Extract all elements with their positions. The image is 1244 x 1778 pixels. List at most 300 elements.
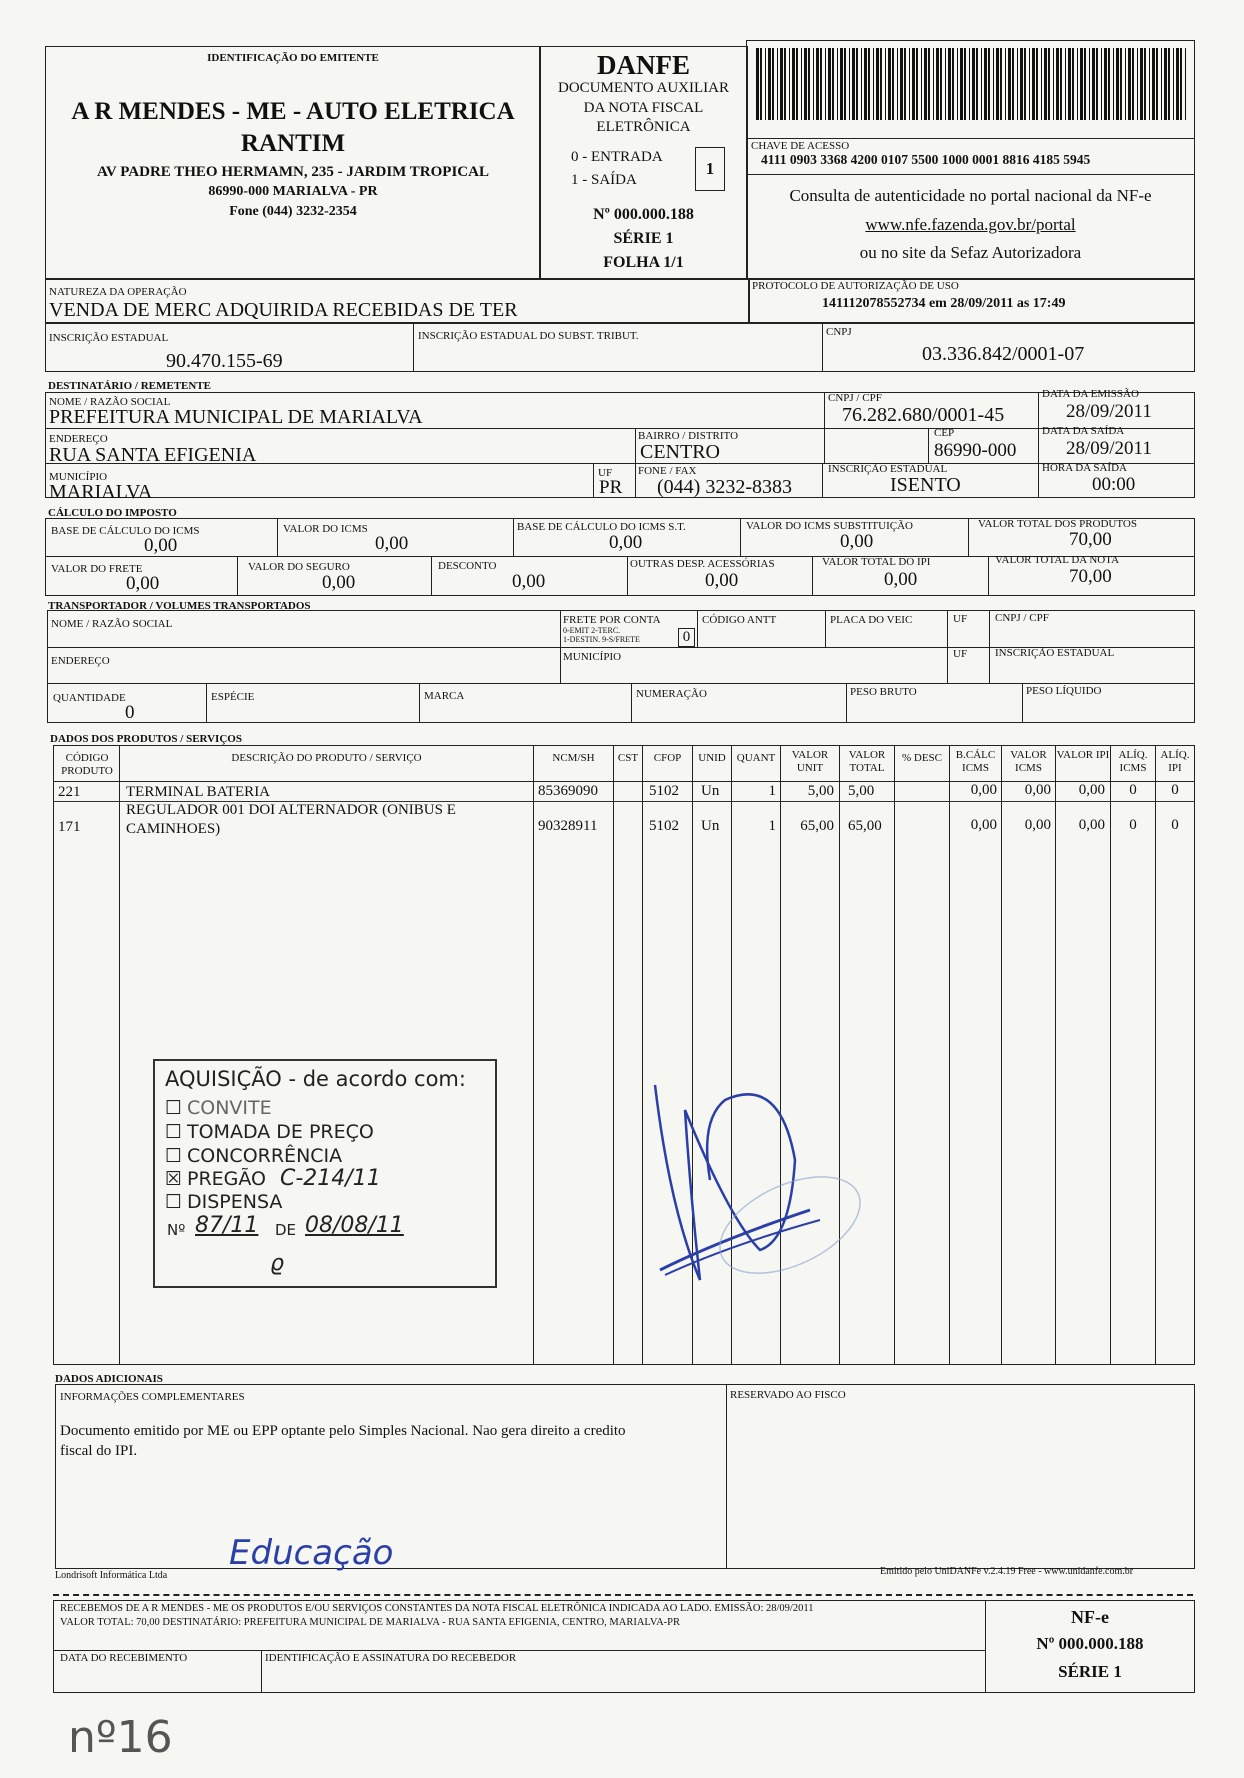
- barcode-bar: [1104, 48, 1107, 120]
- transp-cnpj-label: CNPJ / CPF: [995, 612, 1049, 624]
- barcode-bar: [1173, 48, 1174, 120]
- barcode-bar: [1068, 48, 1071, 120]
- barcode-bar: [820, 48, 822, 120]
- barcode-bar: [837, 48, 838, 120]
- barcode-bar: [892, 48, 894, 120]
- dest-saida-label: DATA DA SAÍDA: [1042, 425, 1125, 437]
- barcode-bar: [868, 48, 870, 120]
- signature-image: [640, 1070, 870, 1290]
- barcode-bar: [1132, 48, 1134, 120]
- stamp-checkbox-pregao: ☒: [165, 1168, 183, 1190]
- barcode-bar: [909, 48, 910, 120]
- barcode-bar: [1053, 48, 1054, 120]
- pcol-div11: [1001, 746, 1002, 1364]
- ph-valor-icms: VALOR ICMS: [1010, 749, 1047, 774]
- barcode-bar: [849, 48, 850, 120]
- barcode-bar: [756, 48, 759, 120]
- dest-ie-label: INSCRIÇÃO ESTADUAL: [828, 463, 948, 475]
- adicionais-fisco-label: RESERVADO AO FISCO: [730, 1389, 846, 1401]
- barcode-bar: [885, 48, 886, 120]
- barcode-bar: [1185, 48, 1186, 120]
- transp-peso-bruto-label: PESO BRUTO: [850, 686, 917, 698]
- adicionais-handwritten: Educação: [229, 1533, 394, 1573]
- dest-div-cnpj: [824, 392, 825, 463]
- cell-descricao: TERMINAL BATERIA: [126, 784, 271, 800]
- barcode-image: [756, 48, 1188, 120]
- cell-aliq-icms: 0: [1129, 817, 1137, 833]
- ph-cfop: CFOP: [653, 752, 682, 764]
- barcode-bar: [876, 48, 879, 120]
- barcode-bar: [1140, 48, 1143, 120]
- dest-cnpj-label: CNPJ / CPF: [828, 392, 882, 404]
- transp-marca-label: MARCA: [424, 690, 465, 702]
- stamp-data: 08/08/11: [305, 1213, 404, 1238]
- dest-hora: 00:00: [1092, 474, 1136, 495]
- imp-total-nota: 70,00: [1069, 566, 1112, 587]
- adicionais-divider: [726, 1384, 727, 1569]
- barcode-bar: [1152, 48, 1155, 120]
- barcode-bar: [1137, 48, 1138, 120]
- barcode-bar: [804, 48, 807, 120]
- barcode-bar: [760, 48, 762, 120]
- transp-div-cnpj: [989, 610, 990, 683]
- barcode-bar: [780, 48, 783, 120]
- barcode-bar: [1032, 48, 1035, 120]
- barcode-bar: [1161, 48, 1162, 120]
- barcode-bar: [933, 48, 934, 120]
- adicionais-software: Londrisoft Informática Ltda: [55, 1570, 168, 1581]
- imp-div6: [431, 556, 432, 596]
- barcode-bar: [1008, 48, 1011, 120]
- barcode-bar: [897, 48, 898, 120]
- transp-div-placa: [825, 610, 826, 647]
- cell-cfop: 5102: [649, 818, 679, 834]
- barcode-bar: [796, 48, 798, 120]
- barcode-bar: [988, 48, 990, 120]
- stamp-opt-dispensa: DISPENSA: [187, 1191, 283, 1213]
- stamp-checkbox-concorrencia: ☐: [165, 1145, 183, 1167]
- pcol-div1: [119, 746, 120, 1364]
- canhoto-text2: VALOR TOTAL: 70,00 DESTINATÁRIO: PREFEITURA MUNICIPAL DE MARIALVA - RUA SANTA EFIGENIA, CENTRO, MARIALVA-PR: [60, 1617, 681, 1628]
- cell-valor-unit: 65,00: [800, 818, 834, 834]
- barcode-bar: [936, 48, 939, 120]
- cell-valor-total: 5,00: [848, 783, 875, 799]
- transp-div-uf: [947, 610, 948, 683]
- transp-placa-label: PLACA DO VEIC: [830, 614, 913, 626]
- barcode-bar: [832, 48, 834, 120]
- imp-div4: [968, 518, 969, 556]
- canhoto-serie: SÉRIE 1: [1058, 1662, 1122, 1681]
- transp-div-marca: [419, 683, 420, 723]
- barcode-bar: [828, 48, 831, 120]
- imp-div5: [237, 556, 238, 596]
- barcode-bar: [1120, 48, 1122, 120]
- danfe-subtitle3: ELETRÔNICA: [596, 119, 691, 135]
- adicionais-box: [55, 1384, 1195, 1569]
- chave-label: CHAVE DE ACESSO: [751, 140, 850, 152]
- cell-descricao: REGULADOR 001 DOI ALTERNADOR (ONIBUS E CAMINHOES): [126, 802, 456, 837]
- danfe-serie: SÉRIE 1: [613, 230, 674, 247]
- cell-codigo: 221: [58, 784, 81, 800]
- cell-quant: 1: [768, 783, 776, 799]
- transp-div-frete: [560, 610, 561, 683]
- barcode-bar: [792, 48, 795, 120]
- produtos-section-label: DADOS DOS PRODUTOS / SERVIÇOS: [50, 733, 242, 745]
- barcode-bar: [996, 48, 999, 120]
- emitente-city: 86990-000 MARIALVA - PR: [208, 184, 378, 199]
- barcode-bar: [1168, 48, 1170, 120]
- transp-municipio-label: MUNICÍPIO: [563, 651, 622, 663]
- inscricao-label: INSCRIÇÃO ESTADUAL: [49, 332, 169, 344]
- barcode-bar: [964, 48, 966, 120]
- dest-nome-label: NOME / RAZÃO SOCIAL: [49, 396, 171, 408]
- imp-frete-label: VALOR DO FRETE: [51, 563, 143, 575]
- ph-descricao: DESCRIÇÃO DO PRODUTO / SERVIÇO: [231, 752, 422, 764]
- barcode-bar: [784, 48, 786, 120]
- inscricao-divider2: [822, 322, 823, 372]
- pcol-div2: [533, 746, 534, 1364]
- inscricao-subst-label: INSCRIÇÃO ESTADUAL DO SUBST. TRIBUT.: [418, 330, 639, 342]
- ph-valor-unit: VALOR UNIT: [791, 749, 829, 774]
- chave-divider1: [746, 138, 1195, 139]
- barcode-bar: [1149, 48, 1150, 120]
- ph-codigo: CÓDIGO PRODUTO: [61, 752, 113, 777]
- transp-frete-opt1: 0-EMIT 2-TERC.: [563, 626, 621, 635]
- stamp-numero: 87/11: [195, 1213, 259, 1238]
- protocolo-value: 141112078552734 em 28/09/2011 as 17:49: [822, 296, 1066, 311]
- barcode-bar: [1128, 48, 1131, 120]
- ph-quant: QUANT: [736, 752, 776, 764]
- dest-municipio: MARIALVA: [49, 481, 153, 503]
- stamp-opt-pregao: PREGÃO: [187, 1168, 267, 1190]
- imp-seguro-label: VALOR DO SEGURO: [248, 561, 350, 573]
- stamp-initial: ϱ: [270, 1251, 284, 1276]
- dest-cnpj: 76.282.680/0001-45: [842, 404, 1005, 426]
- barcode-bar: [1108, 48, 1110, 120]
- dest-bairro: CENTRO: [640, 441, 720, 463]
- barcode-bar: [1056, 48, 1059, 120]
- danfe-saida: 1 - SAÍDA: [571, 172, 637, 188]
- pcol-div13: [1110, 746, 1111, 1364]
- stamp-pregao-value: C-214/11: [280, 1166, 381, 1191]
- cell-valor-icms: 0,00: [1024, 817, 1051, 833]
- ph-bcalc-icms: B.CÁLC ICMS: [955, 749, 996, 774]
- stamp-checkbox-tomada: ☐: [165, 1121, 183, 1143]
- cell-unid: Un: [701, 818, 720, 834]
- barcode-bar: [880, 48, 882, 120]
- barcode-bar: [1084, 48, 1086, 120]
- barcode-bar: [928, 48, 930, 120]
- cell-valor-unit: 5,00: [807, 783, 834, 799]
- transp-numeracao-label: NUMERAÇÃO: [636, 688, 707, 700]
- barcode-bar: [873, 48, 874, 120]
- footer-handwritten: nº16: [68, 1712, 173, 1763]
- danfe-numero: Nº 000.000.188: [593, 206, 694, 223]
- dest-endereco: RUA SANTA EFIGENIA: [49, 444, 257, 466]
- imp-valor-st: 0,00: [840, 531, 874, 552]
- barcode-bar: [1005, 48, 1006, 120]
- dest-nome: PREFEITURA MUNICIPAL DE MARIALVA: [49, 406, 423, 428]
- cell-bcalc-icms: 0,00: [970, 782, 997, 798]
- transp-frete-label: FRETE POR CONTA: [563, 614, 661, 626]
- cell-valor-total: 65,00: [848, 818, 882, 834]
- imp-div8: [812, 556, 813, 596]
- barcode-bar: [1080, 48, 1083, 120]
- barcode-bar: [1116, 48, 1119, 120]
- barcode-bar: [1089, 48, 1090, 120]
- ph-aliq-icms: ALÍQ. ICMS: [1118, 749, 1148, 774]
- imp-base-st-label: BASE DE CÁLCULO DO ICMS S.T.: [517, 521, 686, 533]
- emitente-section-label: IDENTIFICAÇÃO DO EMITENTE: [207, 52, 379, 64]
- dest-emissao-label: DATA DA EMISSÃO: [1042, 388, 1139, 400]
- transp-antt-label: CÓDIGO ANTT: [702, 614, 777, 626]
- barcode-bar: [940, 48, 942, 120]
- barcode-bar: [864, 48, 867, 120]
- imp-desconto-label: DESCONTO: [438, 560, 497, 572]
- imp-div7: [627, 556, 628, 596]
- barcode-bar: [808, 48, 810, 120]
- danfe-title: DANFE: [597, 50, 690, 80]
- stamp-opt-concorrencia: CONCORRÊNCIA: [187, 1145, 343, 1167]
- canhoto-assinatura-label: IDENTIFICAÇÃO E ASSINATURA DO RECEBEDOR: [265, 1652, 517, 1664]
- chave-sefaz: ou no site da Sefaz Autorizadora: [859, 243, 1082, 262]
- cell-ncm: 90328911: [538, 818, 598, 834]
- natureza-value: VENDA DE MERC ADQUIRIDA RECEBIDAS DE TER: [49, 299, 518, 321]
- barcode-bar: [1092, 48, 1095, 120]
- dest-div-cep: [928, 428, 929, 463]
- cell-aliq-icms: 0: [1129, 782, 1137, 798]
- barcode-bar: [904, 48, 906, 120]
- barcode-bar: [1101, 48, 1102, 120]
- transp-frete-value: 0: [678, 628, 695, 647]
- barcode-bar: [1180, 48, 1182, 120]
- barcode-bar: [984, 48, 987, 120]
- cell-aliq-ipi: 0: [1171, 782, 1179, 798]
- barcode-bar: [772, 48, 774, 120]
- barcode-bar: [921, 48, 922, 120]
- ph-cst: CST: [617, 752, 639, 764]
- protocolo-label: PROTOCOLO DE AUTORIZAÇÃO DE USO: [752, 280, 959, 292]
- imp-ipi: 0,00: [884, 569, 918, 590]
- barcode-bar: [844, 48, 846, 120]
- cell-valor-ipi: 0,00: [1078, 782, 1105, 798]
- inscricao-cnpj-label: CNPJ: [826, 326, 852, 338]
- imp-frete: 0,00: [126, 573, 160, 594]
- inscricao-cnpj: 03.336.842/0001-07: [922, 343, 1085, 365]
- barcode-bar: [1048, 48, 1050, 120]
- transp-nome-label: NOME / RAZÃO SOCIAL: [51, 618, 173, 630]
- dest-endereco-label: ENDEREÇO: [49, 433, 108, 445]
- transp-div-numeracao: [631, 683, 632, 723]
- cell-unid: Un: [701, 783, 720, 799]
- barcode-bar: [972, 48, 975, 120]
- transp-div-bruto: [846, 683, 847, 723]
- danfe-subtitle1: DOCUMENTO AUXILIAR: [558, 80, 729, 96]
- canhoto-cut-line: [53, 1594, 1193, 1596]
- barcode-bar: [960, 48, 963, 120]
- transp-endereco-label: ENDEREÇO: [51, 655, 110, 667]
- barcode-bar: [993, 48, 994, 120]
- emitente-address: AV PADRE THEO HERMAMN, 235 - JARDIM TROPICAL: [97, 164, 489, 180]
- transp-div-liquido: [1022, 683, 1023, 723]
- imp-desconto: 0,00: [512, 571, 546, 592]
- imp-base-icms-label: BASE DE CÁLCULO DO ICMS: [51, 525, 200, 537]
- barcode-bar: [1017, 48, 1018, 120]
- dest-saida: 28/09/2011: [1066, 438, 1152, 459]
- barcode-bar: [1060, 48, 1062, 120]
- dest-bairro-label: BAIRRO / DISTRITO: [638, 430, 739, 442]
- imp-div3: [740, 518, 741, 556]
- dest-div-date: [1038, 392, 1039, 498]
- barcode-bar: [816, 48, 819, 120]
- adicionais-section-label: DADOS ADICIONAIS: [55, 1373, 163, 1385]
- barcode-bar: [789, 48, 790, 120]
- cell-aliq-ipi: 0: [1171, 817, 1179, 833]
- emitente-name-line2: RANTIM: [240, 130, 346, 157]
- ph-valor-total: VALOR TOTAL: [848, 749, 886, 774]
- barcode-bar: [768, 48, 771, 120]
- barcode-bar: [840, 48, 843, 120]
- imp-base-st: 0,00: [609, 532, 643, 553]
- barcode-bar: [1072, 48, 1074, 120]
- emitente-name-line1: A R MENDES - ME - AUTO ELETRICA: [71, 98, 515, 125]
- barcode-bar: [969, 48, 970, 120]
- destinatario-section-label: DESTINATÁRIO / REMETENTE: [48, 380, 211, 392]
- cell-valor-ipi: 0,00: [1078, 817, 1105, 833]
- danfe-entrada: 0 - ENTRADA: [571, 149, 663, 165]
- barcode-bar: [1144, 48, 1146, 120]
- transp-especie-label: ESPÉCIE: [211, 691, 255, 703]
- barcode-bar: [1065, 48, 1066, 120]
- cell-codigo: 171: [58, 819, 81, 835]
- chave-url[interactable]: www.nfe.fazenda.gov.br/portal: [865, 215, 1076, 234]
- barcode-bar: [1044, 48, 1047, 120]
- dest-ie: ISENTO: [890, 474, 961, 496]
- danfe-folha: FOLHA 1/1: [603, 254, 684, 271]
- barcode-bar: [912, 48, 915, 120]
- chave-divider2: [746, 174, 1195, 175]
- barcode-bar: [1041, 48, 1042, 120]
- transp-quantidade-label: QUANTIDADE: [53, 692, 126, 704]
- aquisicao-stamp: [153, 1059, 497, 1288]
- dest-emissao: 28/09/2011: [1066, 401, 1152, 422]
- barcode-bar: [813, 48, 814, 120]
- dest-fone-label: FONE / FAX: [638, 465, 697, 477]
- inscricao-value: 90.470.155-69: [166, 350, 283, 372]
- barcode-bar: [1077, 48, 1078, 120]
- stamp-title: AQUISIÇÃO - de acordo com:: [165, 1067, 466, 1091]
- stamp-opt-convite: CONVITE: [187, 1097, 272, 1119]
- dest-uf: PR: [599, 477, 623, 498]
- barcode-bar: [765, 48, 766, 120]
- ph-ncm: NCM/SH: [552, 752, 595, 764]
- cell-quant: 1: [768, 818, 776, 834]
- dest-municipio-label: MUNICÍPIO: [49, 471, 108, 483]
- inscricao-divider1: [413, 322, 414, 372]
- danfe-subtitle2: DA NOTA FISCAL: [583, 100, 704, 116]
- barcode-bar: [1029, 48, 1030, 120]
- ph-valor-ipi: VALOR IPI: [1056, 749, 1110, 761]
- barcode-bar: [916, 48, 918, 120]
- imp-total-produtos: 70,00: [1069, 529, 1112, 550]
- imp-valor-icms: 0,00: [375, 533, 409, 554]
- imp-outras-label: OUTRAS DESP. ACESSÓRIAS: [630, 558, 775, 570]
- imp-valor-st-label: VALOR DO ICMS SUBSTITUIÇÃO: [746, 520, 913, 532]
- canhoto-nfe: NF-e: [1071, 1607, 1109, 1627]
- ph-unid: UNID: [698, 752, 726, 764]
- imp-valor-icms-label: VALOR DO ICMS: [283, 523, 368, 535]
- barcode-bar: [1125, 48, 1126, 120]
- adicionais-info-line2: fiscal do IPI.: [60, 1443, 138, 1459]
- barcode-bar: [976, 48, 978, 120]
- cell-bcalc-icms: 0,00: [970, 817, 997, 833]
- barcode-bar: [1000, 48, 1002, 120]
- ph-aliq-ipi: ALÍQ. IPI: [1160, 749, 1190, 774]
- adicionais-emitido: Emitido pelo UniDANFe v.2.4.19 Free - www.unidanfe.com.br: [880, 1566, 1134, 1577]
- barcode-bar: [1156, 48, 1158, 120]
- canhoto-text1: RECEBEMOS DE A R MENDES - ME OS PRODUTOS E/OU SERVIÇOS CONSTANTES DA NOTA FISCAL ELETRÔNICA INDICADA AO LADO. EMISSÃO: 28/09/2011: [60, 1603, 814, 1614]
- transp-quantidade: 0: [125, 702, 135, 723]
- dest-uf-label: UF: [598, 467, 613, 479]
- dest-div-ie: [822, 463, 823, 498]
- imp-ipi-label: VALOR TOTAL DO IPI: [822, 556, 931, 568]
- emitente-box: [45, 46, 541, 280]
- natureza-label: NATUREZA DA OPERAÇÃO: [49, 286, 187, 298]
- imp-base-icms: 0,00: [144, 535, 178, 556]
- dest-fone: (044) 3232-8383: [657, 476, 792, 498]
- transp-div-especie: [206, 683, 207, 723]
- canhoto-data-label: DATA DO RECEBIMENTO: [60, 1652, 188, 1664]
- barcode-bar: [852, 48, 855, 120]
- barcode-bar: [924, 48, 927, 120]
- imp-div9: [988, 556, 989, 596]
- dest-cep: 86990-000: [934, 440, 1017, 461]
- imposto-section-label: CÁLCULO DO IMPOSTO: [48, 507, 177, 519]
- chave-consulta: Consulta de autenticidade no portal nacional da NF-e: [789, 186, 1152, 205]
- stamp-opt-tomada: TOMADA DE PREÇO: [187, 1121, 374, 1143]
- canhoto-divider-h: [53, 1650, 985, 1651]
- barcode-bar: [945, 48, 946, 120]
- transp-frete-opt2: 1-DESTIN. 9-S/FRETE: [563, 635, 640, 644]
- transp-ie-label: INSCRIÇÃO ESTADUAL: [995, 647, 1115, 659]
- barcode-bar: [1020, 48, 1023, 120]
- barcode-bar: [957, 48, 958, 120]
- dest-cep-label: CEP: [934, 427, 955, 439]
- barcode-bar: [900, 48, 903, 120]
- barcode-bar: [981, 48, 982, 120]
- cell-cfop: 5102: [649, 783, 679, 799]
- dest-hora-label: HORA DA SAÍDA: [1042, 462, 1127, 474]
- dest-div-uf: [593, 463, 594, 498]
- stamp-de: DE: [275, 1221, 297, 1239]
- emitente-phone: Fone (044) 3232-2354: [229, 204, 357, 219]
- stamp-numero-prefix: Nº: [167, 1221, 186, 1239]
- canhoto-divider-v2: [261, 1650, 262, 1693]
- canhoto-numero: Nº 000.000.188: [1036, 1634, 1144, 1653]
- pcol-div3: [613, 746, 614, 1364]
- transp-uf-label: UF: [953, 613, 968, 625]
- transp-section-label: TRANSPORTADOR / VOLUMES TRANSPORTADOS: [48, 600, 311, 612]
- barcode-bar: [1164, 48, 1167, 120]
- barcode-bar: [1096, 48, 1098, 120]
- imp-div2: [513, 518, 514, 556]
- dest-div-fone: [635, 463, 636, 498]
- transp-peso-liquido-label: PESO LÍQUIDO: [1026, 685, 1102, 697]
- transp-uf2-label: UF: [953, 648, 968, 660]
- barcode-bar: [801, 48, 802, 120]
- danfe-tipo: 1: [695, 147, 725, 191]
- barcode-bar: [1036, 48, 1038, 120]
